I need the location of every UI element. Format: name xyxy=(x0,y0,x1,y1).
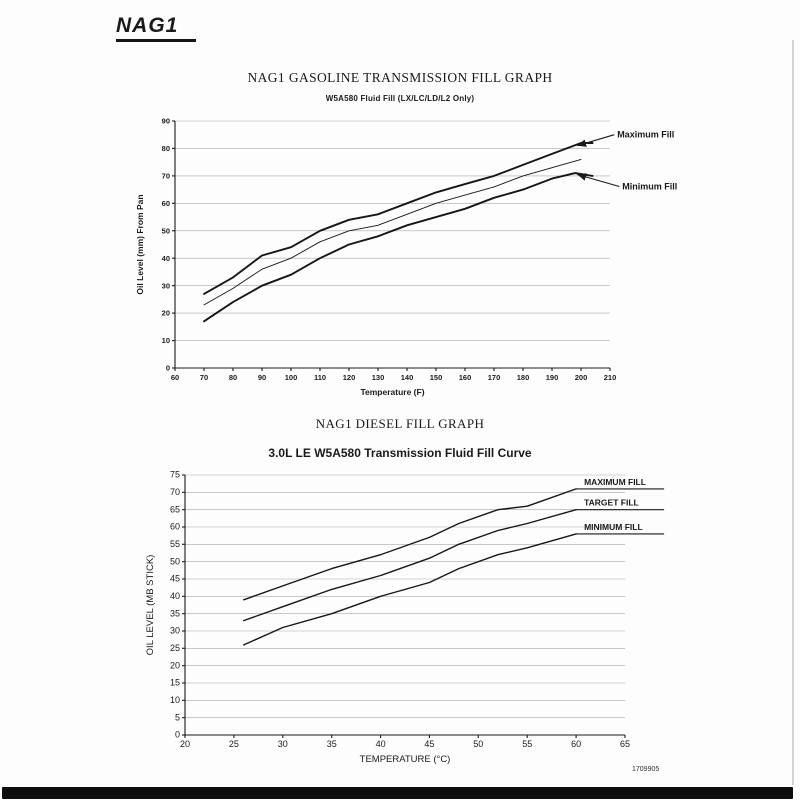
svg-text:25: 25 xyxy=(169,642,180,653)
svg-text:80: 80 xyxy=(161,144,170,153)
svg-text:5: 5 xyxy=(174,712,180,723)
diesel-chart-title: 3.0L LE W5A580 Transmission Fluid Fill Curve xyxy=(268,446,532,460)
svg-text:20: 20 xyxy=(179,739,191,749)
svg-text:50: 50 xyxy=(169,556,180,567)
svg-text:80: 80 xyxy=(228,373,238,382)
svg-text:120: 120 xyxy=(342,373,356,382)
svg-text:30: 30 xyxy=(169,625,180,636)
svg-text:30: 30 xyxy=(277,739,288,749)
svg-text:20: 20 xyxy=(161,308,170,318)
svg-text:10: 10 xyxy=(169,694,180,705)
svg-text:75: 75 xyxy=(169,469,180,480)
svg-text:40: 40 xyxy=(169,590,180,601)
svg-text:60: 60 xyxy=(161,198,170,208)
svg-text:OIL LEVEL (MB STICK): OIL LEVEL (MB STICK) xyxy=(145,554,156,656)
scan-edge-line xyxy=(792,40,794,785)
svg-text:30: 30 xyxy=(161,281,170,291)
svg-text:35: 35 xyxy=(169,608,180,619)
svg-text:0: 0 xyxy=(174,729,180,740)
svg-text:55: 55 xyxy=(169,538,180,549)
svg-text:MAXIMUM FILL: MAXIMUM FILL xyxy=(584,476,646,487)
svg-text:Temperature (F): Temperature (F) xyxy=(360,387,425,397)
gasoline-chart-title: NAG1 GASOLINE TRANSMISSION FILL GRAPH xyxy=(247,70,553,85)
svg-text:20: 20 xyxy=(169,660,180,671)
svg-text:180: 180 xyxy=(516,373,530,382)
svg-text:210: 210 xyxy=(603,373,617,382)
svg-text:200: 200 xyxy=(574,373,588,382)
svg-text:40: 40 xyxy=(161,253,170,263)
svg-text:70: 70 xyxy=(199,373,209,382)
diesel-section-heading: NAG1 DIESEL FILL GRAPH xyxy=(315,416,485,431)
svg-text:70: 70 xyxy=(161,171,170,181)
svg-text:100: 100 xyxy=(284,373,298,382)
svg-text:190: 190 xyxy=(545,373,559,382)
svg-text:35: 35 xyxy=(326,739,337,749)
svg-text:150: 150 xyxy=(429,373,443,382)
svg-text:10: 10 xyxy=(161,336,170,346)
svg-text:40: 40 xyxy=(375,739,386,749)
svg-text:90: 90 xyxy=(161,116,170,126)
svg-text:60: 60 xyxy=(170,373,180,382)
svg-text:60: 60 xyxy=(169,521,180,532)
svg-text:170: 170 xyxy=(487,373,501,382)
svg-text:25: 25 xyxy=(228,739,239,749)
svg-text:140: 140 xyxy=(400,373,414,382)
page-header-title: NAG1 xyxy=(116,14,196,42)
svg-text:50: 50 xyxy=(161,226,170,236)
svg-text:0: 0 xyxy=(165,363,170,373)
svg-text:55: 55 xyxy=(522,739,533,749)
svg-text:160: 160 xyxy=(458,373,472,382)
document-number: 1709905 xyxy=(632,766,660,773)
svg-text:110: 110 xyxy=(313,373,327,382)
gasoline-chart-subtitle: W5A580 Fluid Fill (LX/LC/LD/L2 Only) xyxy=(325,94,475,103)
svg-text:65: 65 xyxy=(619,739,631,749)
svg-text:Minimum Fill: Minimum Fill xyxy=(622,181,678,192)
svg-text:70: 70 xyxy=(169,486,180,497)
svg-text:Maximum Fill: Maximum Fill xyxy=(617,129,675,140)
scan-bottom-bar xyxy=(2,787,793,799)
svg-text:TARGET FILL: TARGET FILL xyxy=(584,497,639,508)
svg-text:15: 15 xyxy=(169,677,180,688)
svg-text:MINIMUM FILL: MINIMUM FILL xyxy=(584,521,643,532)
svg-text:130: 130 xyxy=(371,373,385,382)
gasoline-fill-chart xyxy=(130,111,730,411)
svg-text:65: 65 xyxy=(169,504,180,515)
svg-text:90: 90 xyxy=(257,373,267,382)
svg-text:Oil Level (mm) From Pan: Oil Level (mm) From Pan xyxy=(135,194,145,295)
svg-text:50: 50 xyxy=(473,739,484,749)
svg-text:45: 45 xyxy=(169,573,180,584)
svg-text:60: 60 xyxy=(571,739,582,749)
svg-text:45: 45 xyxy=(424,739,435,749)
diesel-fill-chart xyxy=(140,464,740,776)
svg-text:TEMPERATURE (°C): TEMPERATURE (°C) xyxy=(359,754,451,765)
